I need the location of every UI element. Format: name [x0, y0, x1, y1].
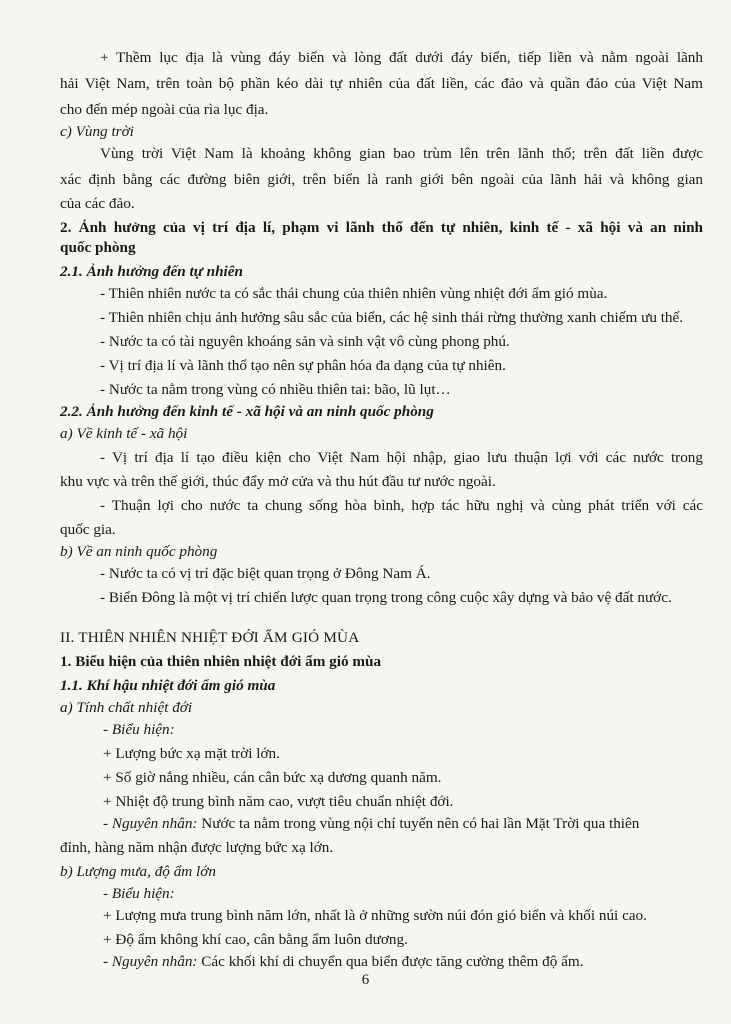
paragraph-line: cho đến mép ngoài của rìa lục địa. — [60, 101, 269, 118]
bullet-item: + Lượng mưa trung bình năm lớn, nhất là ở những sườn núi đón gió biển và khối núi cao. — [103, 907, 647, 924]
bullet-item: - Nước ta nằm trong vùng có nhiều thiên tai: bão, lũ lụt… — [100, 381, 451, 398]
paragraph-line: đỉnh, hàng năm nhận được lượng bức xạ lớn. — [60, 839, 334, 856]
bullet-item: - Vị trí địa lí và lãnh thổ tạo nên sự phân hóa đa dạng của tự nhiên. — [100, 357, 506, 374]
chapter-heading: II. THIÊN NHIÊN NHIỆT ĐỚI ẨM GIÓ MÙA — [60, 629, 360, 646]
bullet-item: + Độ ẩm không khí cao, cân bằng ẩm luôn dương. — [103, 931, 408, 948]
bullet-item: - Thiên nhiên nước ta có sắc thái chung của thiên nhiên vùng nhiệt đới ẩm gió mùa. — [100, 285, 608, 302]
item-label: - Biểu hiện: — [103, 721, 175, 738]
section-heading: quốc phòng — [60, 239, 136, 256]
paragraph-line: + Thềm lục địa là vùng đáy biển và lòng đất dưới đáy biển, tiếp liền và nằm ngoài lãnh — [100, 49, 703, 66]
paragraph-line: khu vực và trên thế giới, thúc đẩy mở cửa và thu hút đầu tư nước ngoài. — [60, 473, 496, 490]
bullet-item: - Thiên nhiên chịu ảnh hưởng sâu sắc của biển, các hệ sinh thái rừng thường xanh chiếm ưu thế. — [100, 309, 684, 326]
subsection-heading: c) Vùng trời — [60, 123, 134, 140]
bullet-item: - Vị trí địa lí tạo điều kiện cho Việt Nam hội nhập, giao lưu thuận lợi với các nước trong — [100, 449, 703, 466]
bullet-item: - Nước ta có vị trí đặc biệt quan trọng ở Đông Nam Á. — [100, 565, 431, 582]
subsection-heading: 1.1. Khí hậu nhiệt đới ẩm gió mùa — [60, 677, 276, 694]
cause-label: - Nguyên nhân: — [103, 815, 198, 832]
section-heading: 1. Biểu hiện của thiên nhiên nhiệt đới ẩm gió mùa — [60, 653, 382, 670]
paragraph-line: quốc gia. — [60, 521, 116, 538]
cause-label: - Nguyên nhân: — [103, 953, 198, 970]
subsection-heading: 2.1. Ảnh hưởng đến tự nhiên — [60, 263, 243, 280]
paragraph-line: Vùng trời Việt Nam là khoảng không gian bao trùm lên trên lãnh thổ; trên đất liền được — [100, 145, 703, 162]
bullet-item: - Biển Đông là một vị trí chiến lược quan trọng trong công cuộc xây dựng và bảo vệ đất nước. — [100, 589, 672, 606]
cause-text: Nước ta nằm trong vùng nội chí tuyến nên có hai lần Mặt Trời qua thiên — [197, 815, 640, 832]
section-heading: 2. Ảnh hưởng của vị trí địa lí, phạm vi lãnh thổ đến tự nhiên, kinh tế - xã hội và an ninh — [60, 219, 703, 236]
bullet-item: + Số giờ nắng nhiều, cán cân bức xạ dương quanh năm. — [103, 769, 442, 786]
subsection-heading: 2.2. Ảnh hưởng đến kinh tế - xã hội và an ninh quốc phòng — [60, 403, 434, 420]
page-number: 6 — [361, 972, 370, 988]
paragraph-line: của các đảo. — [60, 195, 135, 212]
cause-line — [103, 814, 703, 834]
cause-line — [103, 952, 703, 972]
subsection-heading: b) Về an ninh quốc phòng — [60, 543, 218, 560]
bullet-item: + Lượng bức xạ mặt trời lớn. — [103, 745, 280, 762]
cause-text: Các khối khí di chuyển qua biển được tăng cường thêm độ ẩm. — [197, 953, 584, 970]
item-label: - Biểu hiện: — [103, 885, 175, 902]
bullet-item: + Nhiệt độ trung bình năm cao, vượt tiêu chuẩn nhiệt đới. — [103, 793, 454, 810]
bullet-item: - Nước ta có tài nguyên khoáng sản và sinh vật vô cùng phong phú. — [100, 333, 510, 350]
subsection-heading: a) Về kinh tế - xã hội — [60, 425, 188, 442]
paragraph-line: xác định bằng các đường biên giới, trên biển là ranh giới bên ngoài của lãnh hải và không gian — [60, 171, 703, 188]
bullet-item: - Thuận lợi cho nước ta chung sống hòa bình, hợp tác hữu nghị và cùng phát triển với các — [100, 497, 703, 514]
subsection-heading: a) Tính chất nhiệt đới — [60, 699, 193, 716]
paragraph-line: hải Việt Nam, trên toàn bộ phần kéo dài tự nhiên của đất liền, các đảo và quần đảo của Việt Nam — [60, 75, 703, 92]
subsection-heading: b) Lượng mưa, độ ẩm lớn — [60, 863, 216, 880]
